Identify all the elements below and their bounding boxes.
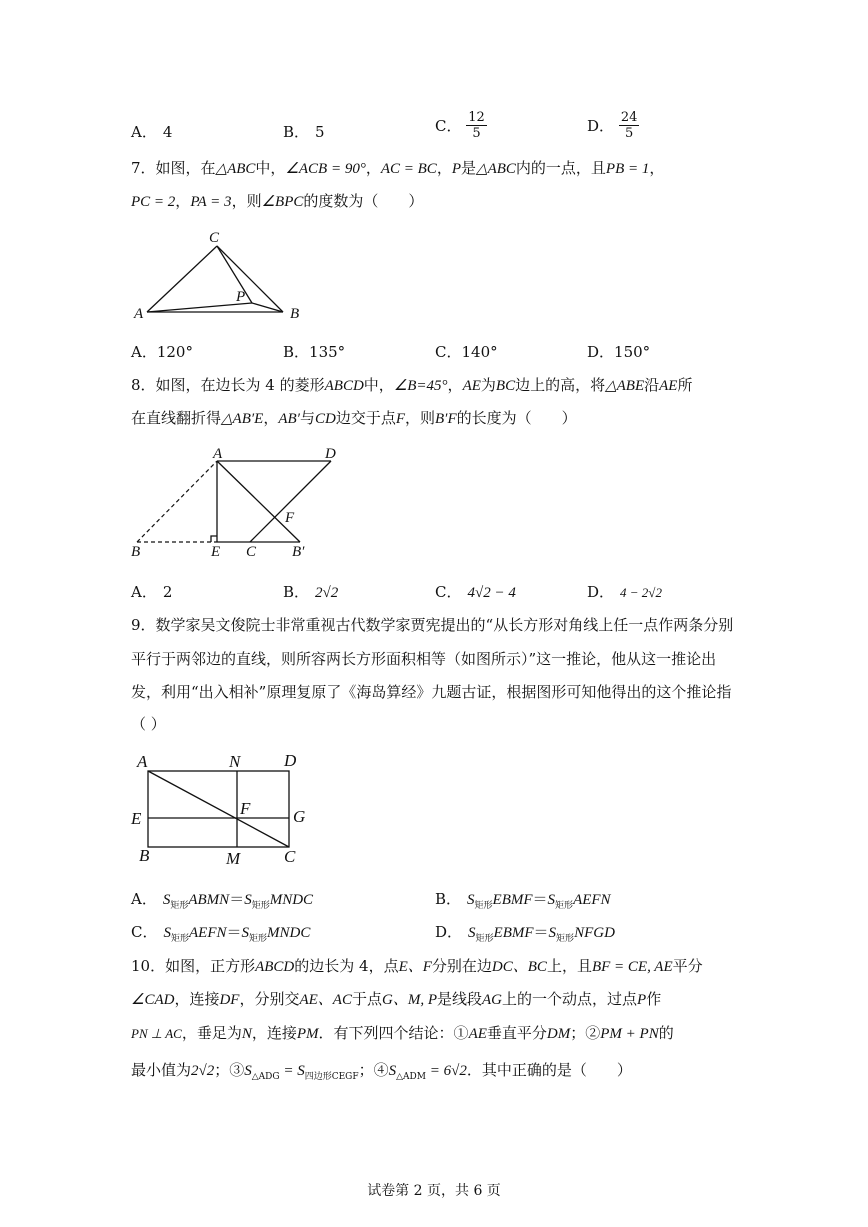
- q9-label-n: N: [229, 752, 241, 771]
- q8-stem-line1: 8．如图，在边长为 4 的菱形ABCD中，∠B=45°，AE为BC边上的高，将△ABE沿AE所: [131, 376, 693, 394]
- q8-label-c: C: [246, 544, 257, 560]
- page-footer: 试卷第 2 页，共 6 页: [367, 1183, 501, 1199]
- q9-option-c: C． $S_{矩形}AEFN=S_{矩形}MNDC$: [131, 923, 311, 944]
- q9-stem-line2: 平行于两邻边的直线，则所容两长方形面积相等（如图所示）”这一推论，他从这一推论出: [131, 650, 717, 668]
- q9-stem-line1: 9．数学家吴文俊院士非常重视古代数学家贾宪提出的“从长方形对角线上任一点作两条分别: [131, 616, 734, 634]
- q9-label-c: C: [284, 847, 296, 866]
- q9-stem-line3: 发，利用“出入相补”原理复原了《海岛算经》九题古证，根据图形可知他得出的这个推论指: [131, 683, 732, 701]
- q8-label-f: F: [285, 510, 295, 526]
- q10-stem-line4: 最小值为2√2；$③S_{\triangle ADG} = S_{四边形CEGF}$；$④S_{\triangle ADM} = 6√2$．其中正确的是（ ）: [131, 1061, 632, 1082]
- q7-option-c: C．140°: [435, 343, 498, 361]
- q6-option-a: A． 4: [131, 123, 173, 141]
- q6-option-c: C． $\frac{12}{5}$: [435, 110, 485, 141]
- q6-option-b: B． 5: [283, 123, 325, 141]
- q8-option-b: B． 2√2: [283, 583, 339, 601]
- q9-label-a: A: [137, 752, 148, 771]
- q8-label-d: D: [325, 446, 336, 462]
- q7-stem-line1: 7．如图，在△ABC中，∠ACB = 90°，AC = BC，P是△ABC内的一点，且PB = 1，: [131, 159, 665, 177]
- q8-option-d: D． 4 − 2√2: [587, 583, 662, 601]
- fraction: $\frac{24}{5}$: [620, 110, 638, 141]
- q9-label-b: B: [139, 846, 150, 865]
- q7-option-b: B．135°: [283, 343, 346, 361]
- q7-label-a: A: [134, 306, 144, 322]
- q9-label-d: D: [284, 751, 297, 770]
- q7-option-a: A．120°: [131, 343, 193, 361]
- q9-label-m: M: [226, 849, 241, 868]
- q7-label-c: C: [209, 230, 220, 246]
- q9-label-f: F: [240, 799, 251, 818]
- q9-label-e: E: [131, 809, 142, 828]
- q8-option-a: A． 2: [131, 583, 173, 601]
- q7-option-d: D．150°: [587, 343, 651, 361]
- q9-option-a: A． $S_{矩形}ABMN=S_{矩形}MNDC$: [131, 890, 314, 911]
- q8-stem-line2: 在直线翻折得△AB′E，AB′与CD边交于点F，则B′F的长度为（ ）: [131, 409, 577, 427]
- q6-option-d: D． $\frac{24}{5}$: [587, 110, 638, 141]
- q10-stem-line1: 10．如图，正方形ABCD的边长为 4，点E、F分别在边DC、BC上，且BF = CE, AE平分: [131, 957, 703, 975]
- q7-label-b: B: [290, 306, 300, 322]
- q7-stem-line2: PC = 2，PA = 3，则∠BPC的度数为（ ）: [131, 192, 424, 210]
- fraction: $\frac{12}{5}$: [468, 110, 485, 141]
- q8-label-e: E: [211, 544, 221, 560]
- q9-stem-line4: （ ）: [131, 715, 166, 733]
- q9-label-g: G: [293, 807, 306, 826]
- q8-label-a: A: [213, 446, 223, 462]
- q10-stem-line3: PN ⊥ AC，垂足为N，连接PM．有下列四个结论：①AE垂直平分DM；②PM + PN的: [131, 1024, 674, 1042]
- q8-label-b: B: [131, 544, 141, 560]
- q9-option-d: D． $S_{矩形}EBMF=S_{矩形}NFGD$: [435, 923, 615, 944]
- q8-option-c: C． 4√2 − 4: [435, 583, 516, 601]
- q10-stem-line2: ∠CAD，连接DF，分别交AE、AC于点G、M, P是线段AG上的一个动点，过点P作: [131, 990, 662, 1008]
- q8-label-bprime: B′: [292, 544, 305, 560]
- q7-label-p: P: [236, 289, 246, 305]
- q9-option-b: B． $S_{矩形}EBMF=S_{矩形}AEFN$: [435, 890, 611, 911]
